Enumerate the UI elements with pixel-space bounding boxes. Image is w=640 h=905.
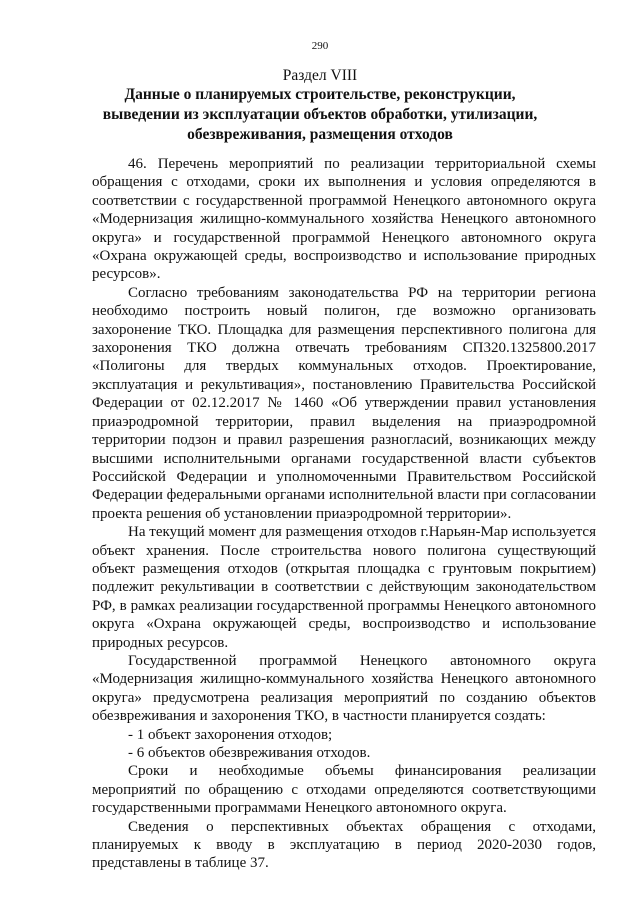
paragraph-financing: Сроки и необходимые объемы финансирования реализации мероприятий по обращению с отходами определяются соответствующими государственными программами Ненецкого автономного округа.: [92, 763, 596, 817]
paragraph-state-program: Государственной программой Ненецкого автономного округа «Модернизация жилищно-коммунального хозяйства Ненецкого автономного округа» предусмотрена реализация мероприятий по созданию объектов обезвреживания и захоронения ТКО, в частности планируется создать:: [92, 652, 596, 725]
paragraph-46: 46. Перечень мероприятий по реализации территориальной схемы обращения с отходами, сроки их выполнения и условия определяются в соответствии с государственной программой Ненецкого автономного округа «Модернизация жилищно-коммунального хозяйства Ненецкого автономного округа» и государственной программой Ненецкого автономного округа «Охрана окружающей среды, воспроизводство и использование природных ресурсов».: [92, 156, 596, 283]
page-number: 290: [311, 40, 329, 52]
list-item-neutralization: - 6 объектов обезвреживания отходов.: [128, 745, 371, 761]
paragraph-table-ref: Сведения о перспективных объектах обращения с отходами, планируемых к вводу в эксплуатацию в период 2020-2030 годов, представлены в таблице 37.: [92, 818, 596, 872]
paragraph-current-state: На текущий момент для размещения отходов г.Нарьян-Мар используется объект хранения. После строительства нового полигона существующий объект размещения отходов (открытая площадка с грунтовым покрытием) подлежит рекультивации в соответствии с действующим законодательством РФ, в рамках реализации государственной программы Ненецкого автономного округа «Охрана окружающей среды, воспроизводство и использование природных ресурсов.: [92, 524, 596, 651]
list-item-burial: - 1 объект захоронения отходов;: [128, 726, 333, 743]
document-body: [92, 155, 596, 873]
section-title: Раздел VIII: [282, 67, 358, 84]
paragraph-legislation: Согласно требованиям законодательства РФ на территории региона необходимо построить новый полигон, где возможно организовать захоронение ТКО. Площадка для размещения перспективного полигона для захоронения ТКО должна отвечать требованиям СП320.1325800.2017 «Полигоны для твердых коммунальных отходов. Проектирование, эксплуатация и рекультивация», постановлению Правительства Российской Федерации от 02.12.2017 № 1460 «Об утверждении правил установления приаэродромной территории, правил выделения на приаэродромной территории подзон и правил разрешения разногласий, возникающих между высшими исполнительными органами государственной власти субъектов Российской Федерации и уполномоченными Правительством Российской Федерации федеральными органами исполнительной власти при согласовании проекта решения об установлении приаэродромной территории».: [92, 284, 597, 522]
section-heading: Данные о планируемых строительстве, реконструкции, выведении из эксплуатации объектов обработки, утилизации, обезвреживания, размещения отходов: [102, 86, 538, 143]
